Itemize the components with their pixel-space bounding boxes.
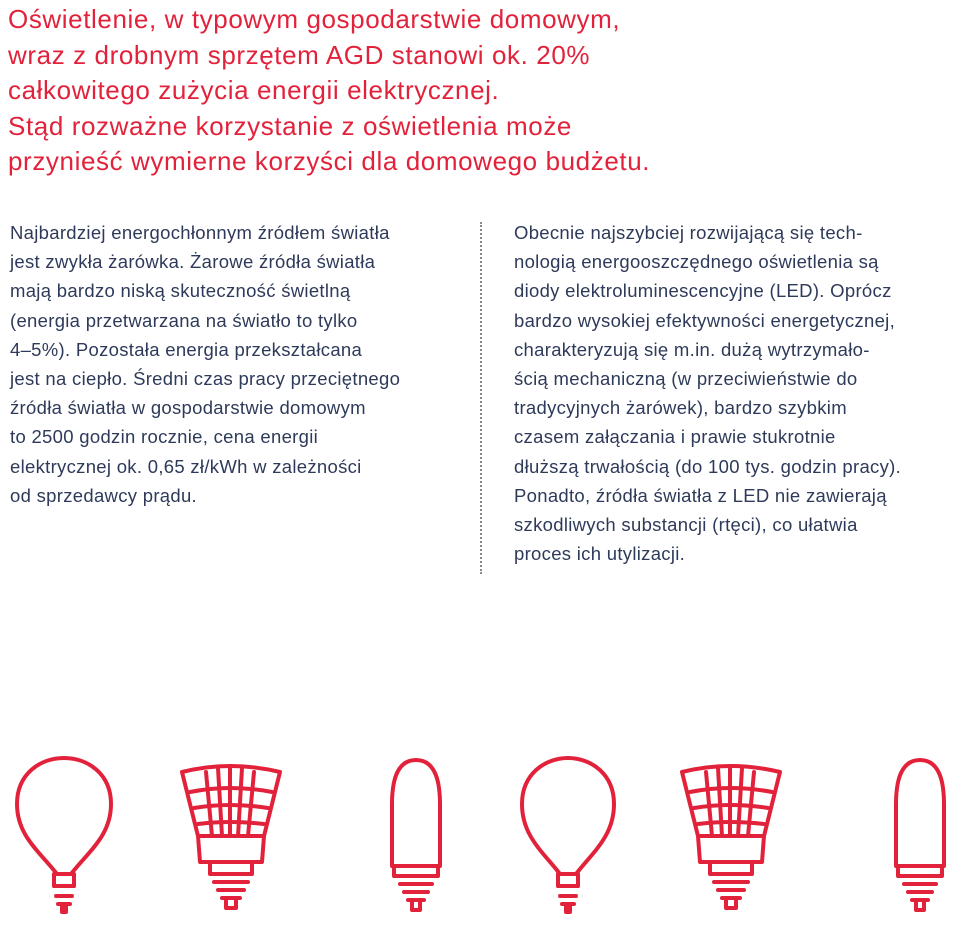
paragraph-line: nologią energooszczędnego oświetlenia są <box>514 251 879 273</box>
paragraph-line: szkodliwych substancji (rtęci), co ułatwia <box>514 514 858 536</box>
paragraph-line: ścią mechaniczną (w przeciwieństwie do <box>514 368 858 390</box>
paragraph-line: czasem załączania i prawie stukrotnie <box>514 426 836 448</box>
headline-line: Oświetlenie, w typowym gospodarstwie domowym, <box>8 4 621 34</box>
paragraph-line: od sprzedawcy prądu. <box>10 484 197 506</box>
paragraph-line: Obecnie najszybciej rozwijającą się tech- <box>514 222 863 243</box>
paragraph-line: dłuższą trwałością (do 100 tys. godzin pracy). <box>514 455 902 477</box>
left-column-text <box>10 218 460 510</box>
classic-bulb-icon <box>522 758 614 912</box>
headline-line: Stąd rozważne korzystanie z oświetlenia może <box>8 110 572 141</box>
paragraph-line: to 2500 godzin rocznie, cena energii <box>10 426 319 448</box>
paragraph-line: proces ich utylizacji. <box>514 543 686 565</box>
led-reflector-bulb-icon <box>182 766 280 908</box>
tube-bulb-icon <box>392 760 440 910</box>
dotted-divider <box>480 222 482 574</box>
paragraph-line: (energia przetwarzana na światło to tylko <box>10 309 358 331</box>
paragraph-line: charakteryzują się m.in. dużą wytrzymało- <box>514 338 870 360</box>
paragraph-line: mają bardzo niską skuteczność świetlną <box>10 280 351 302</box>
tube-bulb-icon <box>896 760 944 910</box>
bulb-icons-row <box>0 740 960 928</box>
paragraph-line: źródła światła w gospodarstwie domowym <box>10 397 366 419</box>
headline-line: przynieść wymierne korzyści dla domowego budżetu. <box>8 146 651 176</box>
paragraph-line: diody elektroluminescencyjne (LED). Oprócz <box>514 280 892 302</box>
headline-line: całkowitego zużycia energii elektrycznej. <box>8 75 500 105</box>
right-column-text <box>514 218 954 568</box>
headline-line: wraz z drobnym sprzętem AGD stanowi ok. 20% <box>8 39 591 70</box>
headline <box>8 2 728 180</box>
paragraph-line: Ponadto, źródła światła z LED nie zawierają <box>514 484 887 506</box>
paragraph-line: jest na ciepło. Średni czas pracy przeciętnego <box>10 368 401 390</box>
paragraph-line: tradycyjnych żarówek), bardzo szybkim <box>514 397 847 419</box>
paragraph-line: elektrycznej ok. 0,65 zł/kWh w zależności <box>10 455 362 477</box>
paragraph-line: 4–5%). Pozostała energia przekształcana <box>10 338 363 360</box>
paragraph-line: jest zwykła żarówka. Żarowe źródła światła <box>10 251 376 273</box>
paragraph-line: bardzo wysokiej efektywności energetycznej, <box>514 309 896 331</box>
classic-bulb-icon <box>17 758 111 912</box>
paragraph-line: Najbardziej energochłonnym źródłem światła <box>10 222 390 243</box>
led-reflector-bulb-icon <box>682 766 780 908</box>
